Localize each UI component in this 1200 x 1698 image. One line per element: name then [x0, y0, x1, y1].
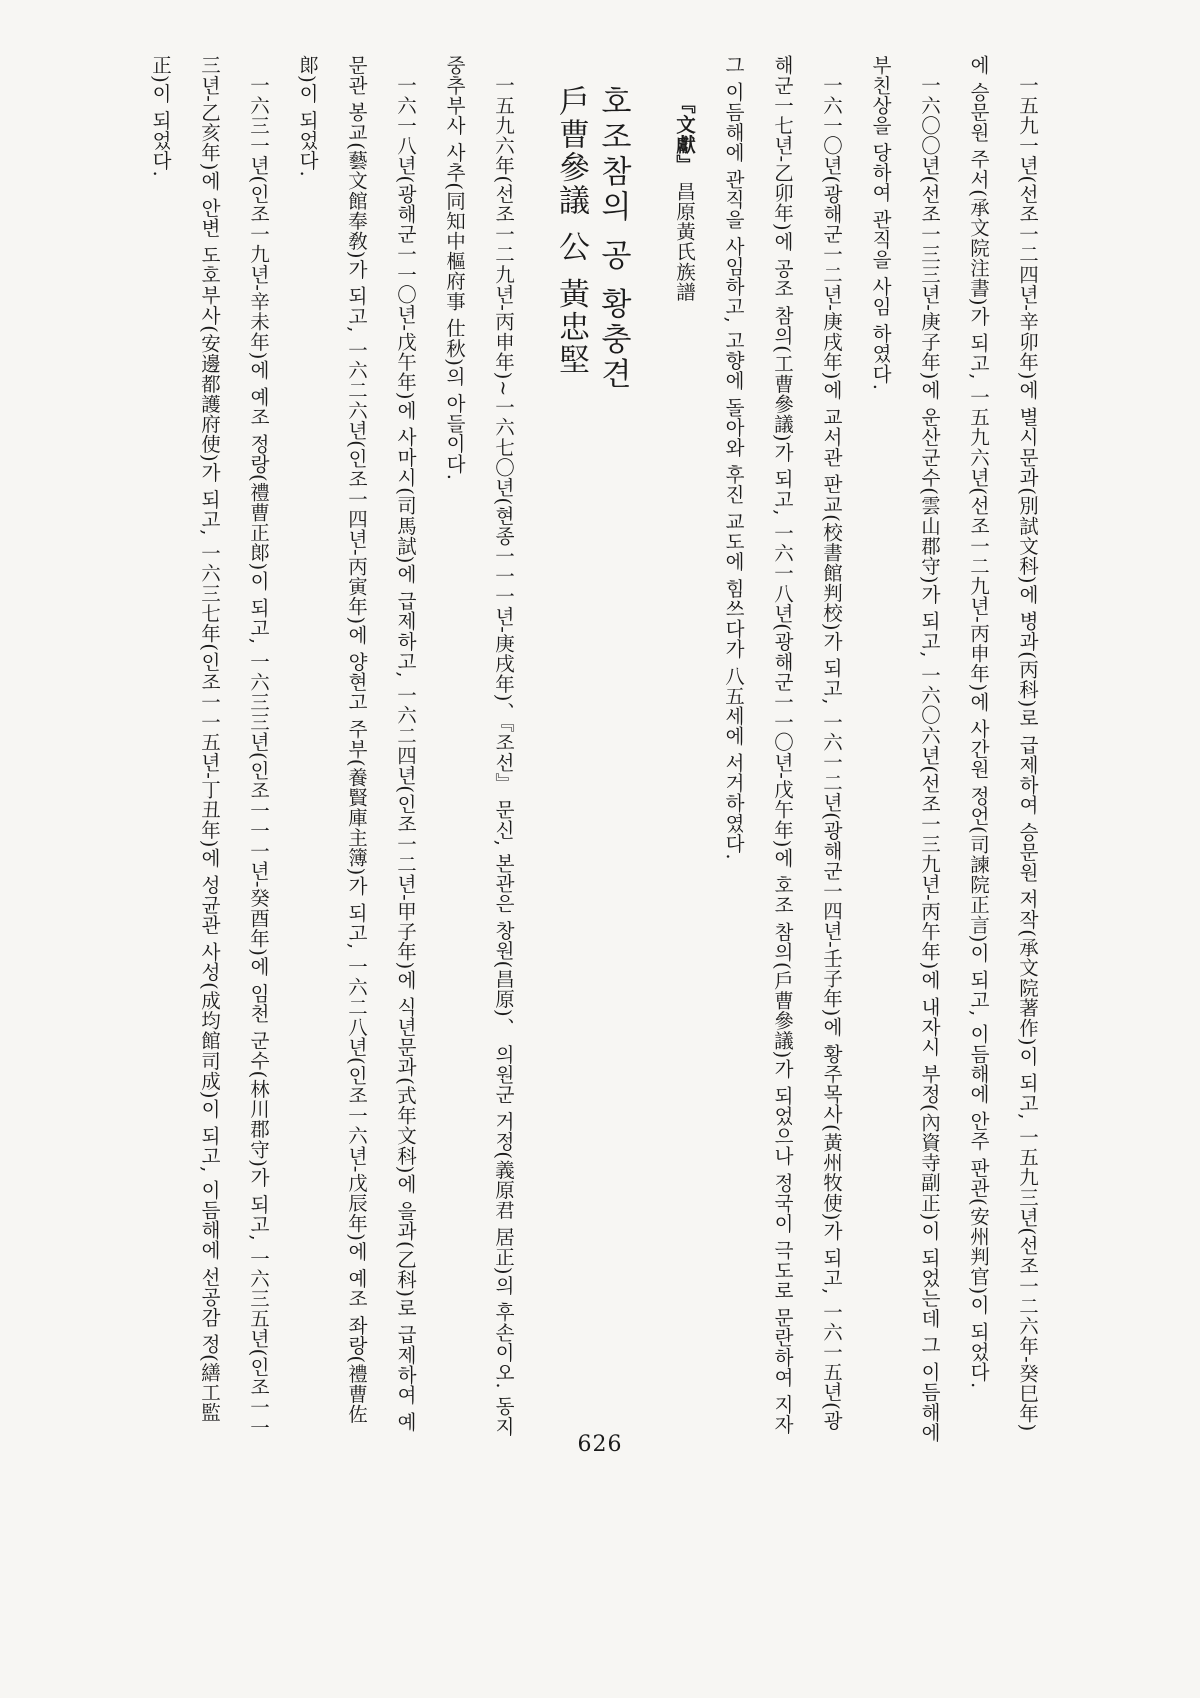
source-label: 『文獻』 [673, 94, 696, 175]
page-number: 626 [577, 1432, 623, 1457]
entry2-paragraph-2: 一六一八년(광해군一一〇년-戊午年)에 사마시(司馬試)에 급제하고, 一六二四년(인조一二년-甲子年)에 식년문과(式年文科)에 을과(乙科)로 급제하여 예문관 봉교(藝文館奉敎)가 되고, 一六二六년(인조一四년-丙寅年)에 양현고 주부(養賢庫主簿)가 되고, 一六二八년(인조一六년-戊辰年)에 예조 좌랑(禮曹佐郞)이 되었다. [296, 55, 417, 1432]
entry1-paragraph-3: 一六一〇년(광해군一二년-庚戌年)에 교서관 판교(校書館判校)가 되고, 一六一二년(광해군一四년-壬子年)에 황주목사(黃州牧使)가 되고, 一六一五년(광해군一七년-乙卯年)에 공조 참의(工曹參議)가 되고, 一六一八년(광해군一一〇년-戊午年)에 호조 참의(戶曹參議)가 되었으나 정국이 극도로 문란하여 지자 그 이듬해에 관직을 사임하고, 고향에 돌아와 후진 교도에 힘쓰다가 八五세에 서거하였다. [722, 55, 843, 1435]
source-citation [660, 55, 709, 1450]
entry2-paragraph-1: 一五九六年(선조一二九년-丙申年)~一六七〇년(현종一一一년-庚戌年)、『조선』 문신, 본관은 창원(昌原)、 의원군 거정(義原君 居正)의 후손이오. 동지중추부사 사추(同知中樞府事 仕秋)의 아들이다. [443, 55, 515, 1436]
heading-hangul: 호조참의 공 황충견 [595, 85, 631, 393]
heading-title-hanja: 戶曹參議 [553, 85, 589, 217]
section-heading [550, 55, 634, 1450]
vertical-text-body [149, 55, 1052, 1450]
heading-honorific-hanja: 公 [553, 230, 589, 264]
entry2-paragraph-3: 一六三一년(인조一九년-辛未年)에 예조 정랑(禮曹正郞)이 되고, 一六三三년(인조一一一년-癸酉年)에 임천 군수(林川郡守)가 되고, 一六三五년(인조一一三년-乙亥年)에 안변 도호부사(安邊都護府使)가 되고, 一六三七年(인조一一五년-丁丑年)에 성균관 사성(成均館司成)이 되고, 이듬해에 선공감 정(繕工監正)이 되었다. [149, 55, 270, 1437]
entry1-paragraph-1: 一五九一년(선조一二四년-辛卯年)에 별시문과(別試文科)에 병과(丙科)로 급제하여 승문원 저작(承文院著作)이 되고, 一五九三년(선조一二六年-癸巳年)에 승문원 주서(承文院注書)가 되고, 一五九六년(선조一二九년-丙申年)에 사간원 정언(司諫院正言)이 되고, 이듬해에 안주 판관(安州判官)이 되었다. [967, 55, 1039, 1432]
heading-name-hanja: 黃忠堅 [553, 277, 589, 377]
source-text: 昌原黃氏族譜 [673, 181, 696, 302]
entry1-paragraph-2: 一六〇〇년(선조一三三년-庚子年)에 운산군수(雲山郡守)가 되고, 一六〇六년(선조一三九년-丙午年)에 내자시 부정(內資寺副正)이 되었는데 그 이듬해에 부친상을 당하여 관직을 사임 하였다. [869, 55, 941, 1442]
